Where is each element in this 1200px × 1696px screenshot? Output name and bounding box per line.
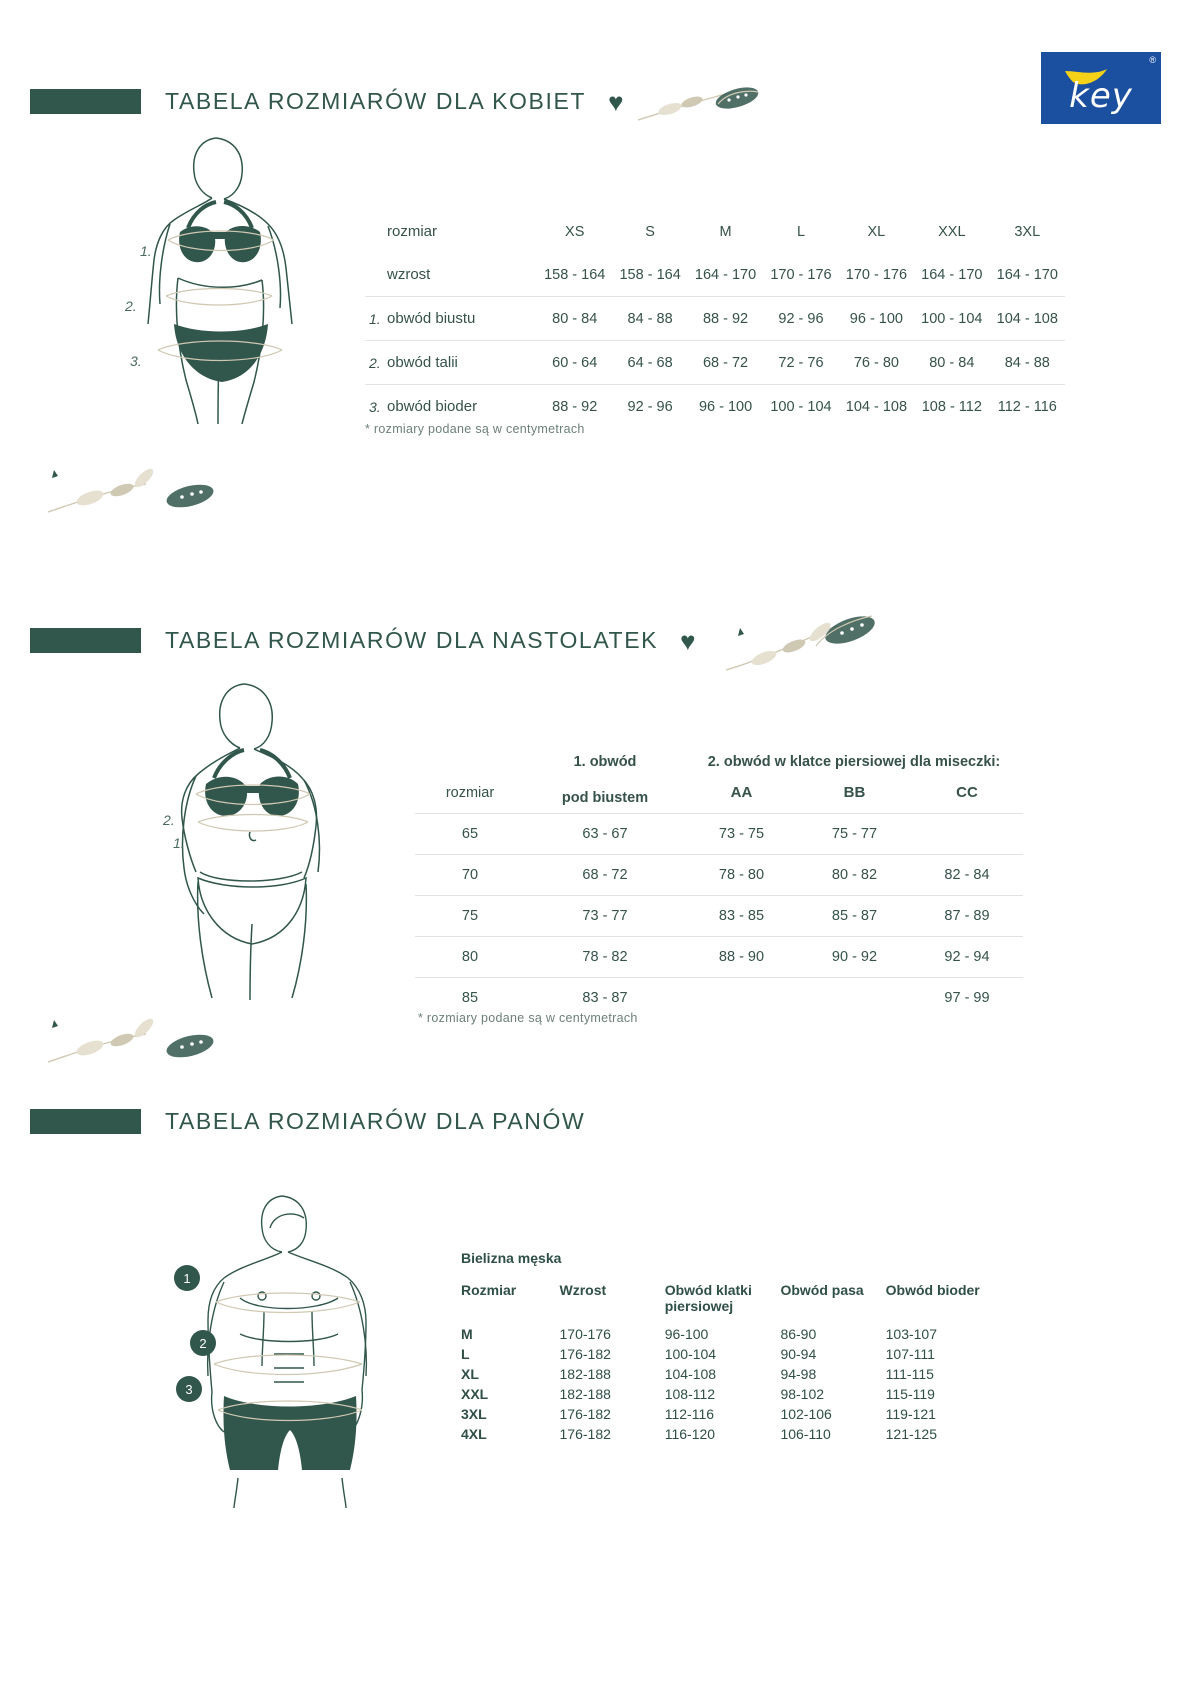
cell: 84 - 88 [990, 341, 1065, 385]
cell-hips: 107-111 [885, 1346, 935, 1362]
cell: 164 - 170 [990, 253, 1065, 297]
cell-bb: 80 - 82 [798, 855, 911, 896]
cell-hips: 115-119 [885, 1386, 935, 1402]
row-label: obwód talii [387, 341, 537, 385]
cell-aa: 73 - 75 [685, 814, 798, 855]
row-index [365, 253, 387, 297]
col-l: L [796, 223, 806, 240]
cell-under: 63 - 67 [525, 814, 685, 855]
cell-under: 78 - 82 [525, 937, 685, 978]
cell-hips: 119-121 [885, 1406, 936, 1422]
cell-chest: 108-112 [664, 1386, 716, 1402]
cell-size: 75 [415, 896, 525, 937]
table-row [365, 253, 1065, 297]
group-header-cups: 2. obwód w klatce piersiowej dla miseczki: [707, 754, 1001, 770]
section-title-women: TABELA ROZMIARÓW DLA KOBIET [165, 88, 587, 114]
header-bar [30, 628, 141, 653]
cell: 104 - 108 [845, 398, 908, 415]
floral-sprig-bottom-icon [38, 450, 218, 530]
col-cup-aa: AA [685, 772, 798, 814]
heart-icon: ♥ [608, 86, 624, 117]
cell: 64 - 68 [612, 341, 687, 385]
col-chest [665, 1280, 781, 1324]
table-row [415, 855, 1023, 896]
col-rozmiar: rozmiar [387, 223, 438, 240]
table-row [461, 1344, 1001, 1364]
table-row [365, 297, 1065, 341]
cell-bb: 90 - 92 [798, 937, 911, 978]
col-rozmiar: rozmiar [415, 772, 525, 814]
cell-bb: 75 - 77 [798, 814, 911, 855]
table-row [461, 1324, 1001, 1344]
table-row [461, 1364, 1001, 1384]
col-xxl: XXL [938, 223, 966, 240]
cell-aa: 83 - 85 [685, 896, 798, 937]
cell-height: 176-182 [559, 1426, 611, 1442]
cell-size: XL [461, 1366, 479, 1382]
cell: 100 - 104 [914, 297, 989, 341]
table-header-row [365, 210, 1065, 253]
registered-mark: ® [1149, 55, 1156, 65]
cell: 170 - 176 [763, 253, 838, 297]
col-chest-line2: piersiowej [664, 1298, 734, 1314]
col-cup-cc: CC [911, 772, 1023, 814]
cell: 84 - 88 [612, 297, 687, 341]
cell: 76 - 80 [839, 341, 914, 385]
cell: 92 - 96 [627, 398, 673, 415]
row-index: 3. [369, 398, 381, 415]
cell: 170 - 176 [839, 253, 914, 297]
cell: 88 - 92 [688, 297, 763, 341]
cell-chest: 100-104 [664, 1346, 717, 1362]
marker-1-women: 1. [140, 243, 152, 259]
table-group-header-row [415, 742, 1023, 772]
cell-bb [798, 978, 911, 1019]
cell: 68 - 72 [688, 341, 763, 385]
section-title-men: TABELA ROZMIARÓW DLA PANÓW [165, 1108, 586, 1134]
men-category-label: Bielizna męska [461, 1250, 562, 1266]
floral-sprig-icon [634, 78, 764, 128]
row-label: obwód biustu [387, 297, 537, 341]
cell-hips: 121-125 [885, 1426, 938, 1442]
marker-2-teens: 2. [163, 812, 175, 828]
cell-aa: 78 - 80 [685, 855, 798, 896]
cell-chest: 112-116 [664, 1406, 715, 1422]
table-row [415, 896, 1023, 937]
cell: 112 - 116 [997, 398, 1057, 415]
table-header-row [415, 772, 1023, 814]
cell-cc: 87 - 89 [911, 896, 1023, 937]
table-row [461, 1404, 1001, 1424]
section-header-men [30, 1108, 585, 1135]
footnote-women: * rozmiary podane są w centymetrach [365, 422, 585, 436]
marker-1-men: 1 [174, 1265, 200, 1291]
row-label: obwód bioder [387, 398, 478, 415]
cell-chest: 116-120 [664, 1426, 716, 1442]
cell-waist: 106-110 [780, 1426, 831, 1442]
col-cup-bb: BB [798, 772, 911, 814]
teens-size-table [415, 742, 1023, 1018]
table-category-row [461, 1248, 1001, 1280]
cell-cc: 82 - 84 [911, 855, 1023, 896]
cell: 96 - 100 [698, 398, 753, 415]
women-size-table [365, 210, 1065, 428]
cell-size: 80 [415, 937, 525, 978]
marker-3-men: 3 [176, 1376, 202, 1402]
col-xs: XS [565, 223, 585, 240]
cell: 108 - 112 [921, 398, 982, 415]
row-index: 2. [365, 341, 387, 385]
cell-cc [911, 814, 1023, 855]
cell-hips: 111-115 [885, 1366, 934, 1382]
cell-hips: 103-107 [885, 1326, 938, 1342]
cell: 60 - 64 [537, 341, 612, 385]
table-row [415, 814, 1023, 855]
col-under-bust-line1: 1. obwód [573, 754, 637, 770]
table-row [415, 937, 1023, 978]
marker-2-men: 2 [190, 1330, 216, 1356]
cell-under: 83 - 87 [582, 990, 628, 1006]
row-label: wzrost [387, 253, 537, 297]
table-row [461, 1424, 1001, 1444]
cell: 80 - 84 [537, 297, 612, 341]
cell-bb: 85 - 87 [798, 896, 911, 937]
cell: 96 - 100 [839, 297, 914, 341]
cell-height: 182-188 [559, 1366, 611, 1382]
cell: 158 - 164 [612, 253, 687, 297]
cell: 164 - 170 [688, 253, 763, 297]
table-row [365, 341, 1065, 385]
section-header-women [30, 88, 624, 115]
cell-chest: 96-100 [664, 1326, 709, 1342]
col-m: M [719, 223, 732, 240]
cell-size: M [461, 1326, 473, 1342]
col-3xl: 3XL [1014, 223, 1041, 240]
heart-icon: ♥ [680, 625, 696, 656]
floral-sprig-icon [716, 602, 896, 682]
cell: 80 - 84 [914, 341, 989, 385]
cell-waist: 86-90 [780, 1326, 817, 1342]
cell-waist: 90-94 [780, 1346, 817, 1362]
cell-size: 65 [415, 814, 525, 855]
cell: 158 - 164 [537, 253, 612, 297]
cell-size: L [461, 1346, 470, 1362]
cell-waist: 98-102 [780, 1386, 825, 1402]
female-body-illustration [108, 128, 348, 428]
cell-height: 176-182 [559, 1406, 611, 1422]
header-bar [30, 89, 141, 114]
brand-logo [1041, 52, 1161, 124]
table-header-row [461, 1280, 1001, 1324]
section-title-teens: TABELA ROZMIARÓW DLA NASTOLATEK [165, 627, 659, 653]
cell: 164 - 170 [914, 253, 989, 297]
marker-1-teens: 1. [173, 835, 185, 851]
floral-sprig-bottom-icon [38, 1000, 218, 1080]
cell-cc: 92 - 94 [911, 937, 1023, 978]
col-s: S [645, 223, 655, 240]
cell-size: 70 [415, 855, 525, 896]
cell-aa: 88 - 90 [685, 937, 798, 978]
cell-size: XXL [461, 1386, 489, 1402]
cell-under: 73 - 77 [525, 896, 685, 937]
col-xl: XL [867, 223, 886, 240]
cell: 104 - 108 [990, 297, 1065, 341]
header-bar [30, 1109, 141, 1134]
cell-aa [685, 978, 798, 1019]
col-chest-line1: Obwód klatki [664, 1282, 752, 1298]
section-header-teens [30, 627, 696, 654]
cell-size: 4XL [461, 1426, 487, 1442]
cell-height: 182-188 [559, 1386, 611, 1402]
col-under-bust-line2: pod biustem [525, 772, 685, 814]
cell-size: 3XL [461, 1406, 487, 1422]
cell-height: 170-176 [559, 1326, 611, 1342]
col-hips: Obwód bioder [885, 1282, 980, 1298]
cell-waist: 94-98 [780, 1366, 817, 1382]
marker-3-women: 3. [130, 353, 142, 369]
cell: 72 - 76 [763, 341, 838, 385]
footnote-teens: * rozmiary podane są w centymetrach [418, 1011, 638, 1025]
col-waist: Obwód pasa [780, 1282, 864, 1298]
cell-size: 85 [461, 990, 479, 1006]
table-row [461, 1384, 1001, 1404]
brand-name: key [1069, 76, 1133, 116]
cell-cc: 97 - 99 [944, 990, 990, 1006]
cell-chest: 104-108 [664, 1366, 717, 1382]
col-wzrost: Wzrost [559, 1282, 607, 1298]
men-size-table [461, 1248, 1001, 1444]
cell-under: 68 - 72 [525, 855, 685, 896]
marker-2-women: 2. [125, 298, 137, 314]
cell: 100 - 104 [770, 398, 832, 415]
cell-waist: 102-106 [780, 1406, 832, 1422]
cell: 92 - 96 [763, 297, 838, 341]
row-index: 1. [365, 297, 387, 341]
cell-height: 176-182 [559, 1346, 611, 1362]
col-rozmiar: Rozmiar [461, 1282, 517, 1298]
cell: 88 - 92 [552, 398, 598, 415]
